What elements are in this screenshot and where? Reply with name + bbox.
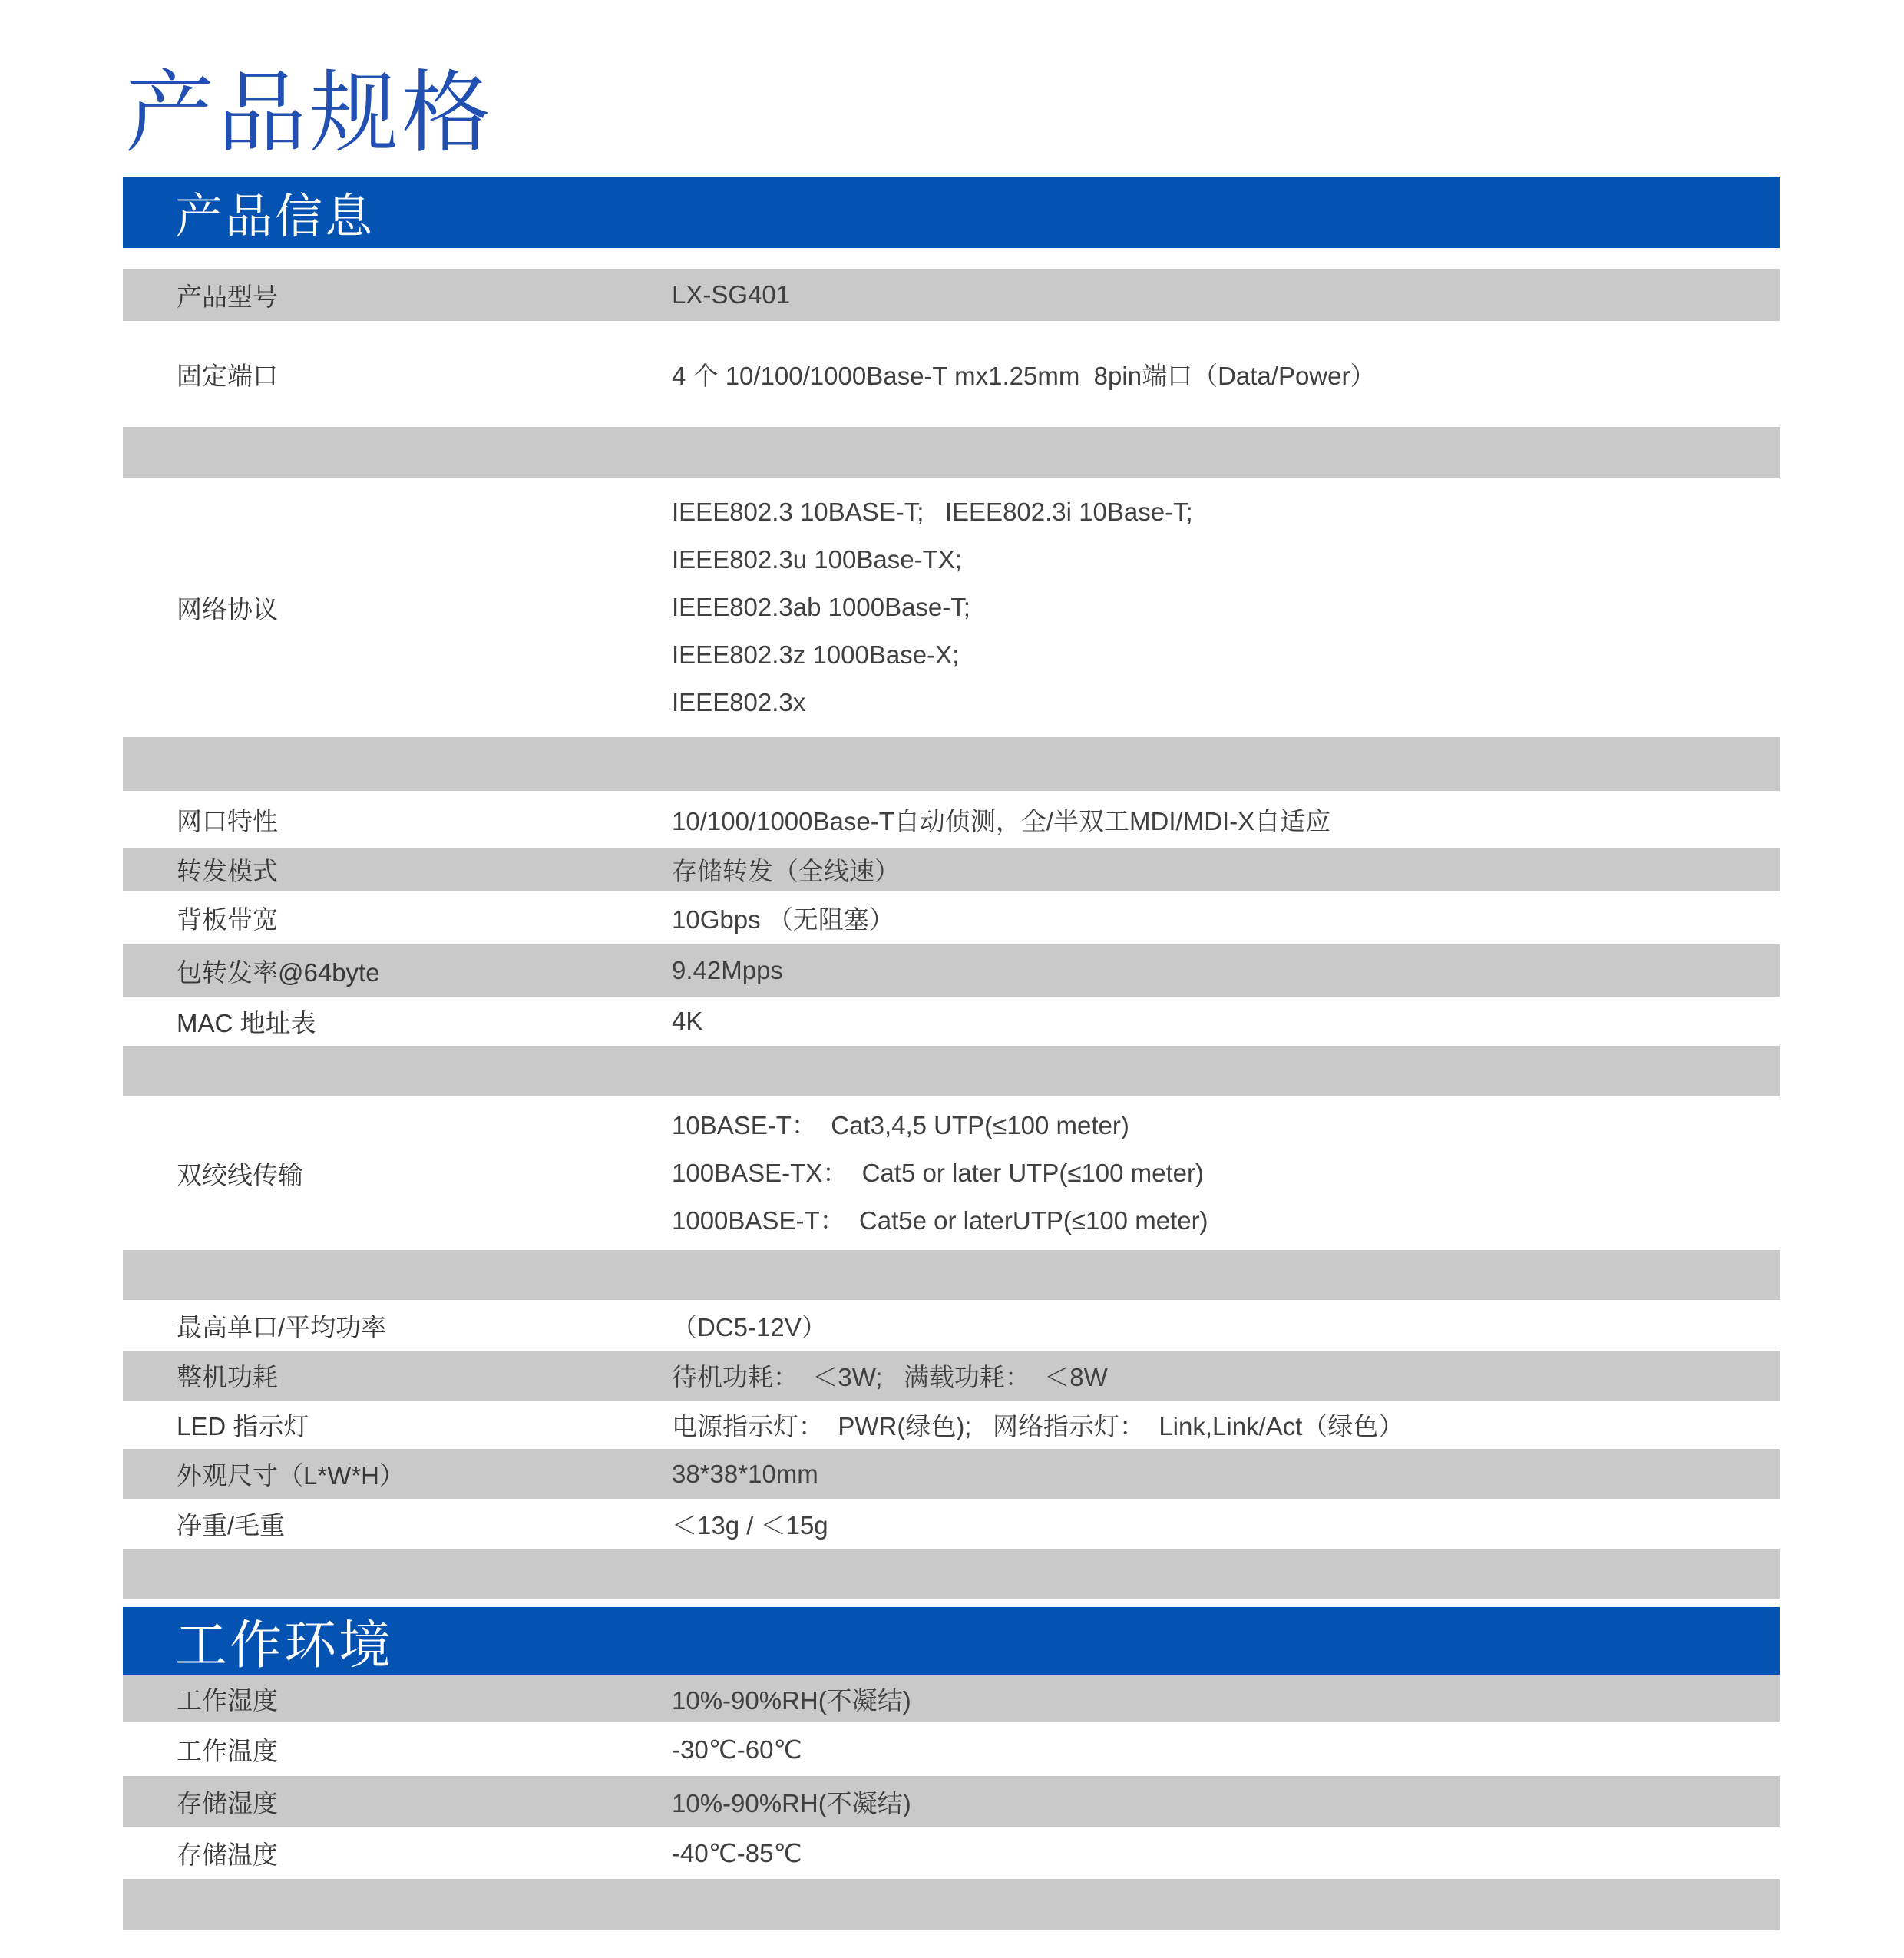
spec-row-backplane-bandwidth bbox=[123, 891, 1780, 944]
separator-row bbox=[123, 1046, 1780, 1096]
protocol-line: IEEE802.3 10BASE-T; IEEE802.3i 10Base-T; bbox=[672, 498, 1193, 526]
spec-row-twisted-pair bbox=[123, 1096, 1780, 1250]
spec-value-storage-humidity: 10%-90%RH(不凝结) bbox=[672, 1788, 911, 1817]
spec-label-model: 产品型号 bbox=[177, 282, 278, 311]
spec-row-protocols bbox=[123, 478, 1780, 737]
section-header-product-info-label: 产品信息 bbox=[175, 190, 375, 243]
spec-value-max-port-power: （DC5-12V） bbox=[672, 1312, 827, 1341]
spec-row-max-port-power bbox=[123, 1300, 1780, 1351]
spec-label-work-temperature: 工作温度 bbox=[177, 1736, 278, 1765]
spacer bbox=[123, 248, 1780, 269]
spec-label-forwarding-mode: 转发模式 bbox=[177, 857, 278, 885]
spec-row-work-humidity bbox=[123, 1675, 1780, 1722]
page-title: 产品规格 bbox=[125, 63, 494, 163]
spec-label-led-indicators: LED 指示灯 bbox=[177, 1412, 309, 1440]
spec-value-protocols bbox=[672, 488, 1780, 726]
spec-value-model: LX-SG401 bbox=[672, 280, 791, 309]
section-header-environment-label: 工作环境 bbox=[175, 1616, 394, 1675]
separator-row bbox=[123, 1549, 1780, 1599]
spec-value-port-features: 10/100/1000Base-T自动侦测，全/半双工MDI/MDI-X自适应 bbox=[672, 806, 1331, 835]
spec-label-storage-temperature: 存储温度 bbox=[177, 1840, 278, 1869]
spec-row-weight bbox=[123, 1499, 1780, 1549]
spec-label-fixed-ports: 固定端口 bbox=[177, 361, 278, 390]
spec-value-backplane-bandwidth: 10Gbps （无阻塞） bbox=[672, 905, 894, 934]
spec-row-packet-forwarding-rate bbox=[123, 944, 1780, 997]
spec-table bbox=[123, 177, 1780, 1930]
spec-value-weight: ＜13g / ＜15g bbox=[672, 1511, 828, 1540]
separator-row bbox=[123, 1879, 1780, 1930]
spec-row-mac-table bbox=[123, 997, 1780, 1046]
section-header-environment bbox=[123, 1607, 1780, 1675]
spec-row-total-consumption bbox=[123, 1351, 1780, 1401]
protocol-line: IEEE802.3u 100Base-TX; bbox=[672, 545, 962, 574]
section-header-product-info bbox=[123, 177, 1780, 248]
spec-row-dimensions bbox=[123, 1449, 1780, 1499]
spec-row-led-indicators bbox=[123, 1401, 1780, 1449]
spec-value-led-indicators: 电源指示灯： PWR(绿色); 网络指示灯： Link,Link/Act（绿色） bbox=[672, 1412, 1404, 1440]
spec-value-work-humidity: 10%-90%RH(不凝结) bbox=[672, 1685, 911, 1715]
separator-row bbox=[123, 427, 1780, 478]
spec-label-storage-humidity: 存储湿度 bbox=[177, 1788, 278, 1817]
protocol-line: IEEE802.3x bbox=[672, 688, 806, 716]
spec-label-twisted-pair: 双绞线传输 bbox=[177, 1160, 303, 1189]
spec-label-backplane-bandwidth: 背板带宽 bbox=[177, 905, 278, 934]
twisted-pair-line: 10BASE-T： Cat3,4,5 UTP(≤100 meter) bbox=[672, 1111, 1129, 1139]
spec-value-work-temperature: -30℃-60℃ bbox=[672, 1735, 802, 1764]
twisted-pair-line: 1000BASE-T： Cat5e or laterUTP(≤100 meter) bbox=[672, 1206, 1208, 1235]
spec-row-work-temperature bbox=[123, 1722, 1780, 1776]
spec-row-forwarding-mode bbox=[123, 848, 1780, 891]
spec-row-storage-humidity bbox=[123, 1776, 1780, 1827]
spec-value-storage-temperature: -40℃-85℃ bbox=[672, 1838, 802, 1867]
spec-label-mac-table: MAC 地址表 bbox=[177, 1008, 316, 1037]
spec-value-dimensions: 38*38*10mm bbox=[672, 1459, 818, 1488]
spec-row-port-features bbox=[123, 791, 1780, 848]
spec-label-work-humidity: 工作湿度 bbox=[177, 1685, 278, 1715]
spec-value-mac-table: 4K bbox=[672, 1007, 703, 1035]
separator-row bbox=[123, 1250, 1780, 1300]
spec-value-forwarding-mode: 存储转发（全线速） bbox=[672, 857, 900, 885]
spec-value-total-consumption: 待机功耗： ＜3W; 满载功耗： ＜8W bbox=[672, 1363, 1108, 1391]
spec-label-protocols: 网络协议 bbox=[177, 594, 278, 623]
twisted-pair-line: 100BASE-TX： Cat5 or later UTP(≤100 meter) bbox=[672, 1159, 1205, 1187]
spec-label-weight: 净重/毛重 bbox=[177, 1511, 286, 1540]
spec-label-port-features: 网口特性 bbox=[177, 806, 278, 835]
spec-row-model bbox=[123, 269, 1780, 321]
spec-label-dimensions: 外观尺寸（L*W*H） bbox=[177, 1461, 405, 1490]
spec-row-storage-temperature bbox=[123, 1827, 1780, 1879]
separator-row bbox=[123, 737, 1780, 791]
spec-label-total-consumption: 整机功耗 bbox=[177, 1363, 278, 1391]
spec-label-packet-forwarding-rate: 包转发率@64byte bbox=[177, 958, 380, 987]
spec-label-max-port-power: 最高单口/平均功率 bbox=[177, 1312, 387, 1341]
spec-value-packet-forwarding-rate: 9.42Mpps bbox=[672, 956, 783, 984]
spec-value-fixed-ports: 4 个 10/100/1000Base-T mx1.25mm 8pin端口（Data/Power） bbox=[672, 361, 1376, 390]
protocol-line: IEEE802.3z 1000Base-X; bbox=[672, 640, 960, 669]
spec-row-fixed-ports bbox=[123, 321, 1780, 427]
protocol-line: IEEE802.3ab 1000Base-T; bbox=[672, 593, 970, 621]
spec-value-twisted-pair bbox=[672, 1102, 1780, 1245]
